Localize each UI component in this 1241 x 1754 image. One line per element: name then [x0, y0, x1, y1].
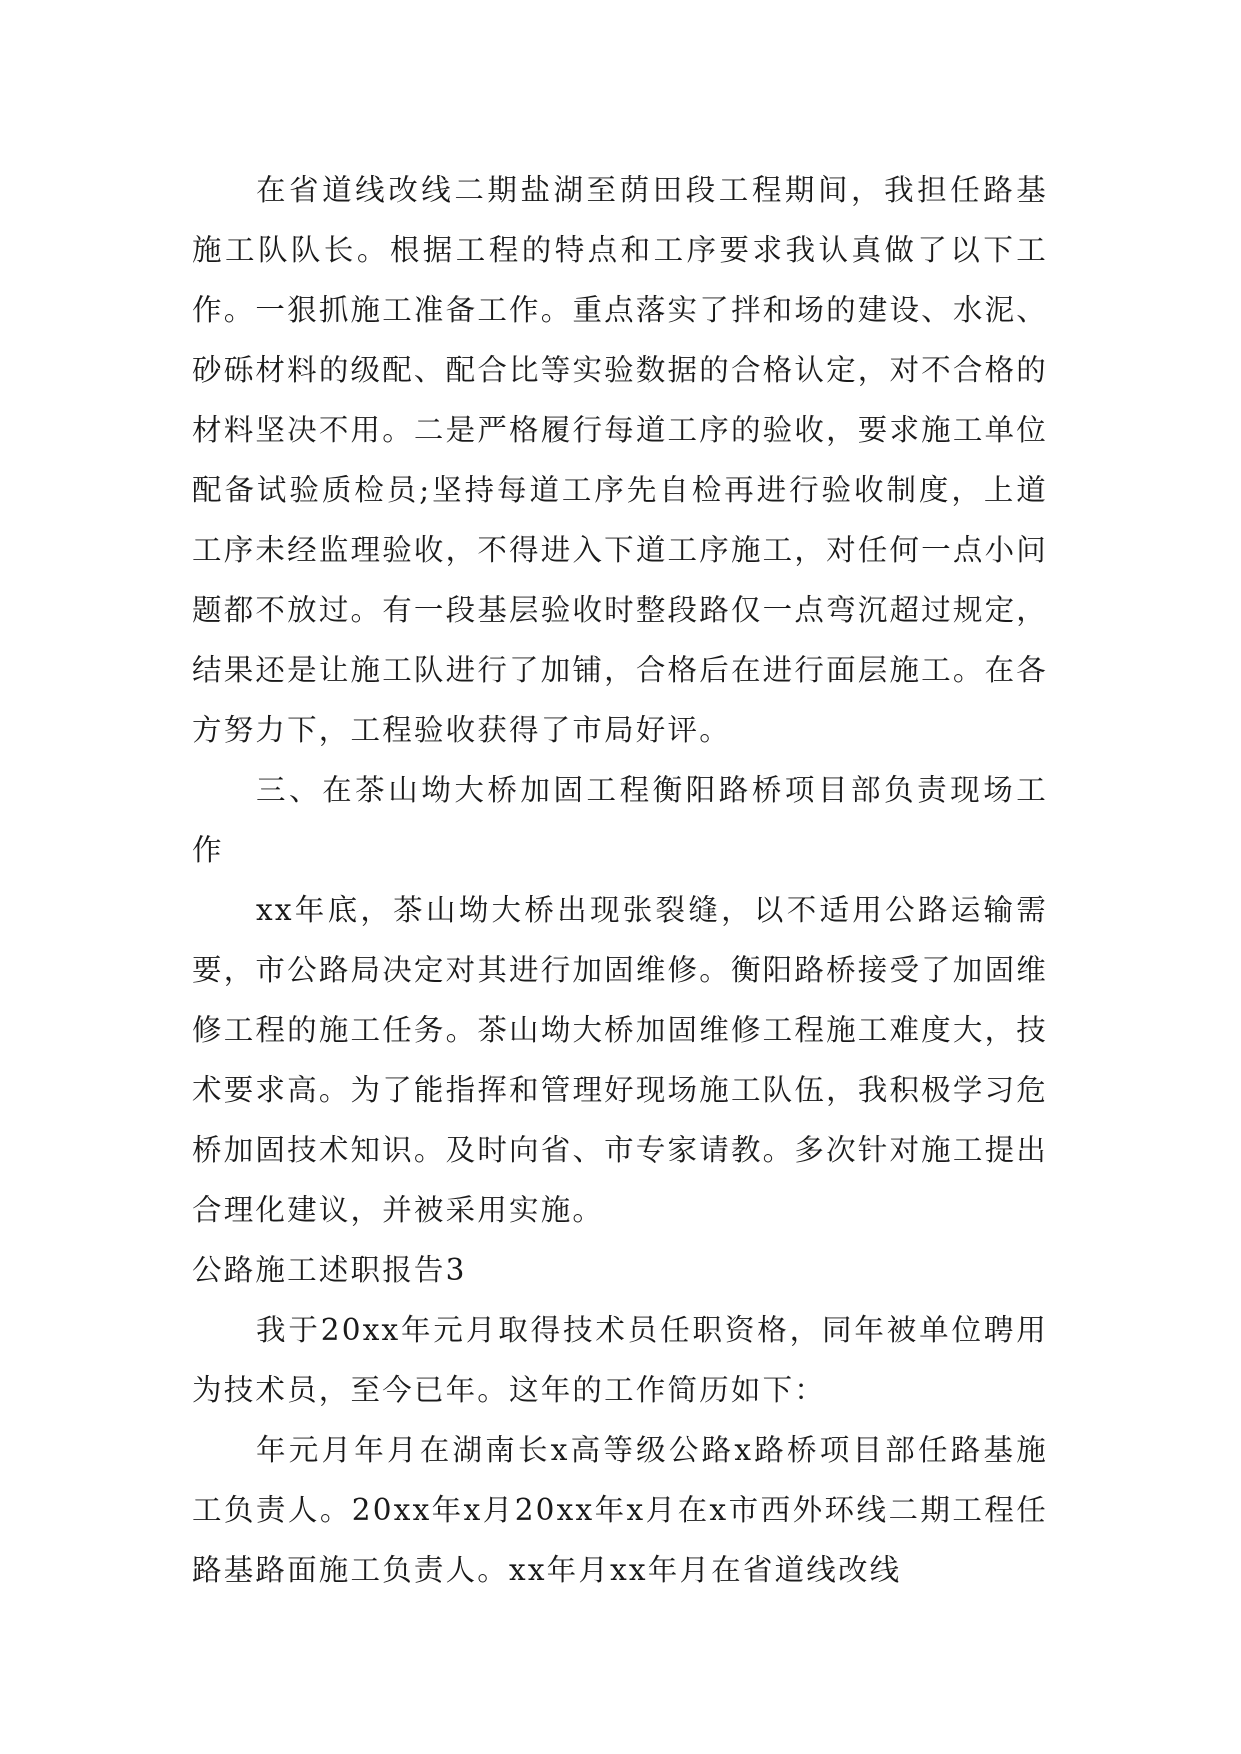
document-body	[192, 160, 1048, 1600]
paragraph-bridge-heading: 三、在茶山坳大桥加固工程衡阳路桥项目部负责现场工作	[192, 773, 1048, 867]
paragraph-technician-qualification: 我于20xx年元月取得技术员任职资格，同年被单位聘用为技术员，至今已年。这年的工作简历如下：	[192, 1313, 1048, 1407]
section-title: 公路施工述职报告3	[192, 1253, 467, 1287]
paragraph-work-history: 年元月年月在湖南长x高等级公路x路桥项目部任路基施工负责人。20xx年x月20xx年x月在x市西外环线二期工程任路基路面施工负责人。xx年月xx年月在省道线改线	[192, 1433, 1048, 1587]
paragraph-roadbed-team: 在省道线改线二期盐湖至荫田段工程期间，我担任路基施工队队长。根据工程的特点和工序要求我认真做了以下工作。一狠抓施工准备工作。重点落实了拌和场的建设、水泥、砂砾材料的级配、配合比等实验数据的合格认定，对不合格的材料坚决不用。二是严格履行每道工序的验收，要求施工单位配备试验质检员;坚持每道工序先自检再进行验收制度，上道工序未经监理验收，不得进入下道工序施工，对任何一点小问题都不放过。有一段基层验收时整段路仅一点弯沉超过规定，结果还是让施工队进行了加铺，合格后在进行面层施工。在各方努力下，工程验收获得了市局好评。	[192, 173, 1048, 747]
paragraph-bridge-reinforcement: xx年底，茶山坳大桥出现张裂缝，以不适用公路运输需要，市公路局决定对其进行加固维修。衡阳路桥接受了加固维修工程的施工任务。茶山坳大桥加固维修工程施工难度大，技术要求高。为了能指挥和管理好现场施工队伍，我积极学习危桥加固技术知识。及时向省、市专家请教。多次针对施工提出合理化建议，并被采用实施。	[192, 893, 1048, 1227]
